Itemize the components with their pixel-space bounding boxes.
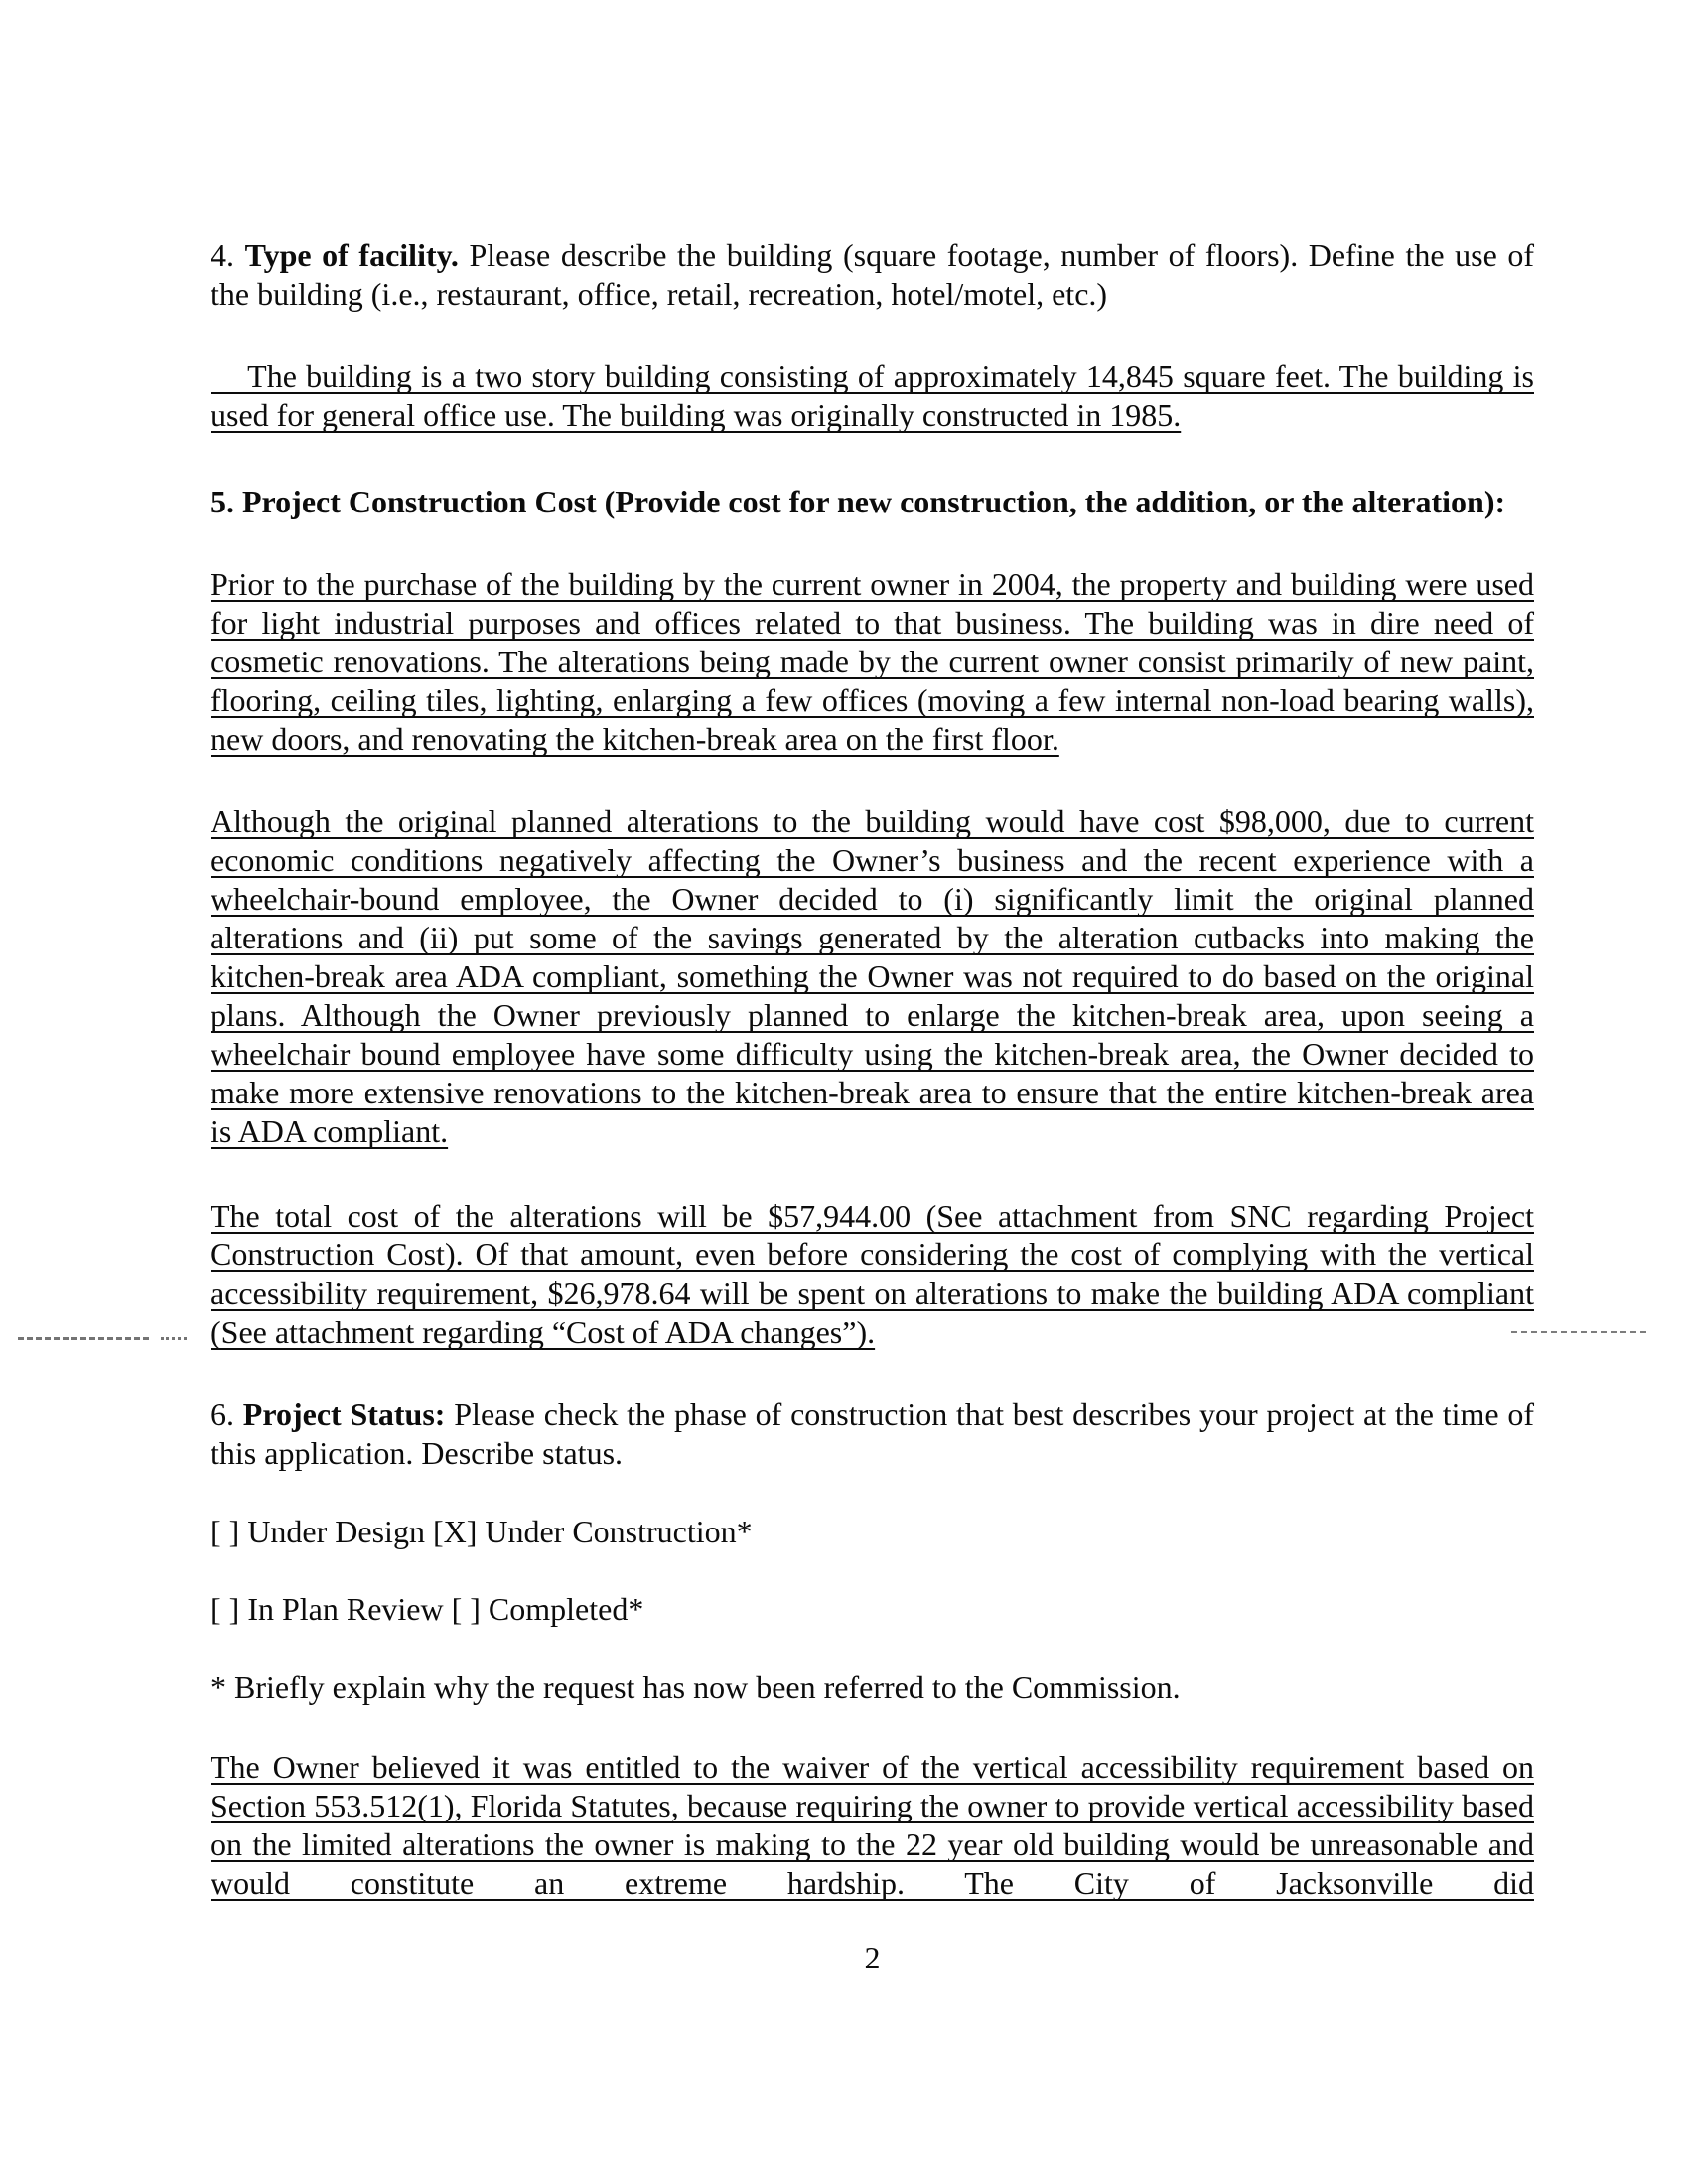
label-completed: Completed* [488,1591,644,1627]
checkbox-under-construction: [X] [432,1514,478,1549]
section-6-title: Project Status: [242,1396,446,1432]
status-row-2 [211,1590,1534,1629]
section-5-heading: 5. Project Construction Cost (Provide cost for new construction, the addition, or the alteration): [211,484,1506,519]
section-5-paragraph-total-cost: The total cost of the alterations will be $57,944.00 (See attachment from SNC regarding Project Construction Cost). Of that amount, even before considering the cost of complying with the vertical accessibility requirement, $26,978.64 will be spent on alterations to make the building ADA compliant (See attachment regarding “Cost of ADA changes”). [211,1198,1534,1350]
section-4-answer: The building is a two story building consisting of approximately 14,845 square feet. The building is used for general office use. The building was originally constructed in 1985. [211,359,1534,433]
section-6-number: 6. [211,1396,234,1432]
section-5-paragraph-alteration-costs: Although the original planned alterations to the building would have cost $98,000, due to current economic conditions negatively affecting the Owner’s business and the recent experience with a wheelchair-bound employee, the Owner decided to (i) significantly limit the original planned alterations and (ii) put some of the savings generated by the alteration cutbacks into making the kitchen-break area ADA compliant, something the Owner was not required to do based on the original plans. Although the Owner previously planned to enlarge the kitchen-break area, upon seeing a wheelchair bound employee have some difficulty using the kitchen-break area, the Owner decided to make more extensive renovations to the kitchen-break area to ensure that the entire kitchen-break area is ADA compliant. [211,803,1534,1149]
section-6-heading [211,1395,1534,1473]
label-under-construction: Under Construction* [485,1514,753,1549]
section-4-number: 4. [211,237,234,273]
waiver-paragraph: The Owner believed it was entitled to the waiver of the vertical accessibility requirement based on Section 553.512(1), Florida Statutes, because requiring the owner to provide vertical accessibility based on the limited alterations the owner is making to the 22 year old building would be unreasonable and would constitute an extreme hardship. The City of Jacksonville did [211,1749,1534,1901]
checkbox-in-plan-review: [ ] [211,1591,240,1627]
section-4-heading [211,236,1534,314]
page-content [211,0,1534,1977]
label-under-design: Under Design [247,1514,425,1549]
section-4-prompt: Please describe the building (square footage, number of floors). Define the use of the building (i.e., restaurant, office, retail, recreation, hotel/motel, etc.) [211,237,1535,312]
checkbox-completed: [ ] [451,1591,481,1627]
page-number: 2 [864,1940,881,1975]
section-5-paragraph-prior-use: Prior to the purchase of the building by the current owner in 2004, the property and building were used for light industrial purposes and offices related to that business. The building was in dire need of cosmetic renovations. The alterations being made by the current owner consist primarily of new paint, flooring, ceiling tiles, lighting, enlarging a few offices (moving a few internal non-load bearing walls), new doors, and renovating the kitchen-break area on the first floor. [211,566,1534,757]
scan-artifact-left [18,1337,149,1340]
status-footnote: * Briefly explain why the request has now been referred to the Commission. [211,1670,1181,1705]
scan-artifact-left-dots [161,1337,187,1340]
status-row-1 [211,1513,1534,1551]
section-6-prompt: Please check the phase of construction that best describes your project at the time of this application. Describe status. [211,1396,1535,1471]
checkbox-under-design: [ ] [211,1514,240,1549]
section-4-title: Type of facility. [244,237,459,273]
label-in-plan-review: In Plan Review [247,1591,444,1627]
